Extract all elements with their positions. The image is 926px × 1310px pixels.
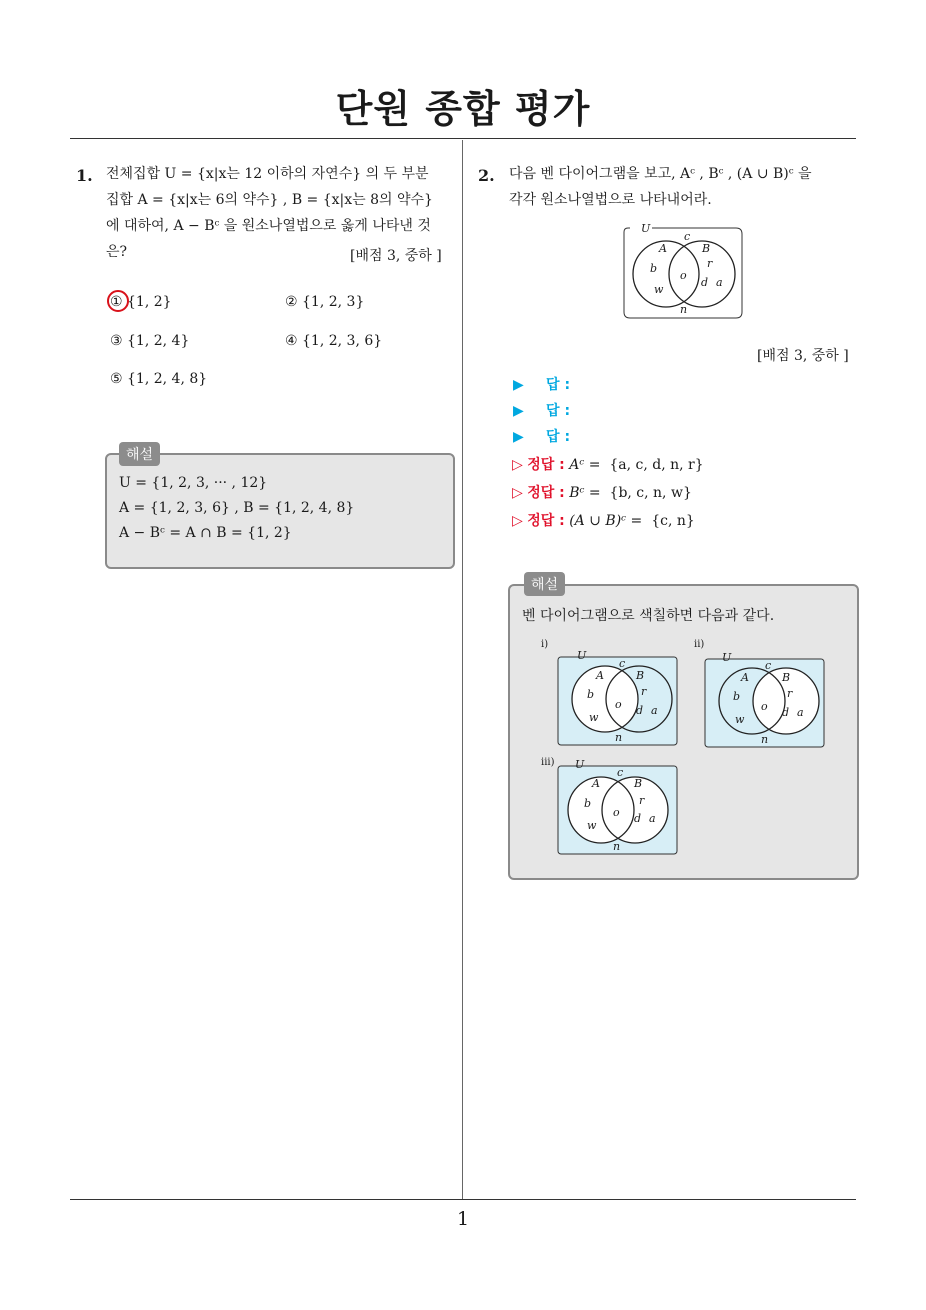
venn-label-n: n xyxy=(613,840,621,853)
venn-label-d: d xyxy=(782,706,790,719)
venn-label-B: B xyxy=(636,669,645,682)
choice-text: {1, 2, 3} xyxy=(302,294,365,310)
venn-label-n: n xyxy=(615,731,623,744)
play-arrow-icon: ▶ xyxy=(513,377,524,393)
answer-lhs: (A ∪ B)ᶜ = xyxy=(569,513,643,529)
case-label: iii) xyxy=(541,757,555,768)
venn-label-c: c xyxy=(684,230,691,243)
venn-label-o: o xyxy=(680,269,687,282)
choice-5[interactable] xyxy=(110,371,207,387)
venn-label-d: d xyxy=(701,276,709,289)
choice-4[interactable] xyxy=(285,333,382,349)
venn-label-o: o xyxy=(615,698,622,711)
choice-3[interactable] xyxy=(110,333,189,349)
venn-label-A: A xyxy=(592,777,600,790)
venn-label-o: o xyxy=(761,700,768,713)
venn-label-b: b xyxy=(650,262,658,275)
venn-label-U: U xyxy=(575,758,585,771)
question-2-number: 2. xyxy=(478,166,495,185)
question-2-line: 각각 원소나열법으로 나타내어라. xyxy=(509,192,712,208)
venn-label-U: U xyxy=(577,649,587,662)
explanation-tag: 해설 xyxy=(119,442,160,466)
play-arrow-icon: ▶ xyxy=(513,403,524,419)
explanation-line: U = {1, 2, 3, ··· , 12} xyxy=(119,475,268,491)
case-label: ii) xyxy=(694,639,705,650)
venn-label-A: A xyxy=(659,242,667,255)
venn-label-c: c xyxy=(765,659,772,672)
venn-label-n: n xyxy=(761,733,769,746)
venn-label-w: w xyxy=(589,711,599,724)
answer-blank-3[interactable] xyxy=(513,426,570,446)
outline-arrow-icon: ▷ xyxy=(512,485,523,501)
outline-arrow-icon: ▷ xyxy=(512,513,523,529)
top-rule xyxy=(70,138,856,139)
explanation-tag: 해설 xyxy=(524,572,565,596)
answer-label: 답 : xyxy=(546,403,571,419)
answer-lhs: Aᶜ = xyxy=(569,457,601,473)
venn-label-w: w xyxy=(587,819,597,832)
venn-label-c: c xyxy=(619,657,626,670)
choice-text: {1, 2, 4, 8} xyxy=(127,371,208,387)
venn-label-a: a xyxy=(797,706,804,719)
choice-mark: ③ xyxy=(110,333,123,349)
correct-answer-2 xyxy=(512,482,692,502)
question-1-line: 에 대하여, A − Bᶜ 을 원소나열법으로 옳게 나타낸 것 xyxy=(106,218,431,234)
explanation-line: A = {1, 2, 3, 6} , B = {1, 2, 4, 8} xyxy=(119,500,355,516)
venn-label-a: a xyxy=(649,812,656,825)
venn-label-r: r xyxy=(639,794,645,807)
venn-label-B: B xyxy=(634,777,643,790)
question-2-line: 다음 벤 다이어그램을 보고, Aᶜ , Bᶜ , (A ∪ B)ᶜ 을 xyxy=(509,166,812,182)
venn-label-r: r xyxy=(787,687,793,700)
choice-2[interactable] xyxy=(285,294,364,310)
correct-label: 정답 : xyxy=(527,457,565,473)
answer-label: 답 : xyxy=(546,429,571,445)
venn-label-d: d xyxy=(636,704,644,717)
choice-mark: ④ xyxy=(285,333,298,349)
correct-label: 정답 : xyxy=(527,485,565,501)
correct-answer-1 xyxy=(512,454,704,474)
venn-label-b: b xyxy=(584,797,592,810)
correct-answer-3 xyxy=(512,510,695,530)
venn-label-U: U xyxy=(722,651,732,664)
venn-label-B: B xyxy=(782,671,791,684)
venn-label-b: b xyxy=(733,690,741,703)
venn-label-c: c xyxy=(617,766,624,779)
venn-label-b: b xyxy=(587,688,595,701)
venn-label-B: B xyxy=(702,242,711,255)
correct-label: 정답 : xyxy=(527,513,565,529)
venn-label-r: r xyxy=(707,257,713,270)
choice-text: {1, 2, 3, 6} xyxy=(302,333,383,349)
question-1-line: 전체집합 U = {x|x는 12 이하의 자연수} 의 두 부분 xyxy=(106,166,429,182)
answer-lhs: Bᶜ = xyxy=(569,485,601,501)
venn-label-d: d xyxy=(634,812,642,825)
venn-label-U: U xyxy=(641,222,651,235)
answer-value: {b, c, n, w} xyxy=(609,485,692,501)
choice-1[interactable] xyxy=(110,294,172,310)
venn-label-a: a xyxy=(651,704,658,717)
answer-value: {a, c, d, n, r} xyxy=(609,457,704,473)
venn-label-n: n xyxy=(680,303,688,316)
choice-text: {1, 2, 4} xyxy=(127,333,190,349)
venn-label-o: o xyxy=(613,806,620,819)
venn-label-w: w xyxy=(654,283,664,296)
question-1-line: 집합 A = {x|x는 6의 약수} , B = {x|x는 8의 약수} xyxy=(106,192,433,208)
column-divider xyxy=(462,140,463,1200)
explanation-line: A − Bᶜ = A ∩ B = {1, 2} xyxy=(119,525,292,541)
question-1-number: 1. xyxy=(76,166,93,185)
outline-arrow-icon: ▷ xyxy=(512,457,523,473)
venn-label-r: r xyxy=(641,685,647,698)
venn-label-A: A xyxy=(596,669,604,682)
page-number: 1 xyxy=(456,1208,470,1230)
page-title: 단원 종합 평가 xyxy=(335,87,591,131)
answer-label: 답 : xyxy=(546,377,571,393)
answer-value: {c, n} xyxy=(651,513,695,529)
question-2-score: [배점 3, 중하 ] xyxy=(757,348,849,364)
question-1-line: 은? xyxy=(106,244,128,260)
venn-label-w: w xyxy=(735,713,745,726)
explanation-text: 벤 다이어그램으로 색칠하면 다음과 같다. xyxy=(522,608,775,624)
venn-label-A: A xyxy=(741,671,749,684)
choice-mark: ② xyxy=(285,294,298,310)
venn-label-a: a xyxy=(716,276,723,289)
choice-mark: ⑤ xyxy=(110,371,123,387)
answer-blank-1[interactable] xyxy=(513,374,570,394)
bottom-rule xyxy=(70,1199,856,1200)
case-label: i) xyxy=(541,639,549,650)
question-1-score: [배점 3, 중하 ] xyxy=(350,248,442,264)
play-arrow-icon: ▶ xyxy=(513,429,524,445)
choice-mark: ① xyxy=(110,294,123,310)
selected-answer-circle xyxy=(107,290,129,312)
answer-blank-2[interactable] xyxy=(513,400,570,420)
choice-text: {1, 2} xyxy=(127,294,172,310)
